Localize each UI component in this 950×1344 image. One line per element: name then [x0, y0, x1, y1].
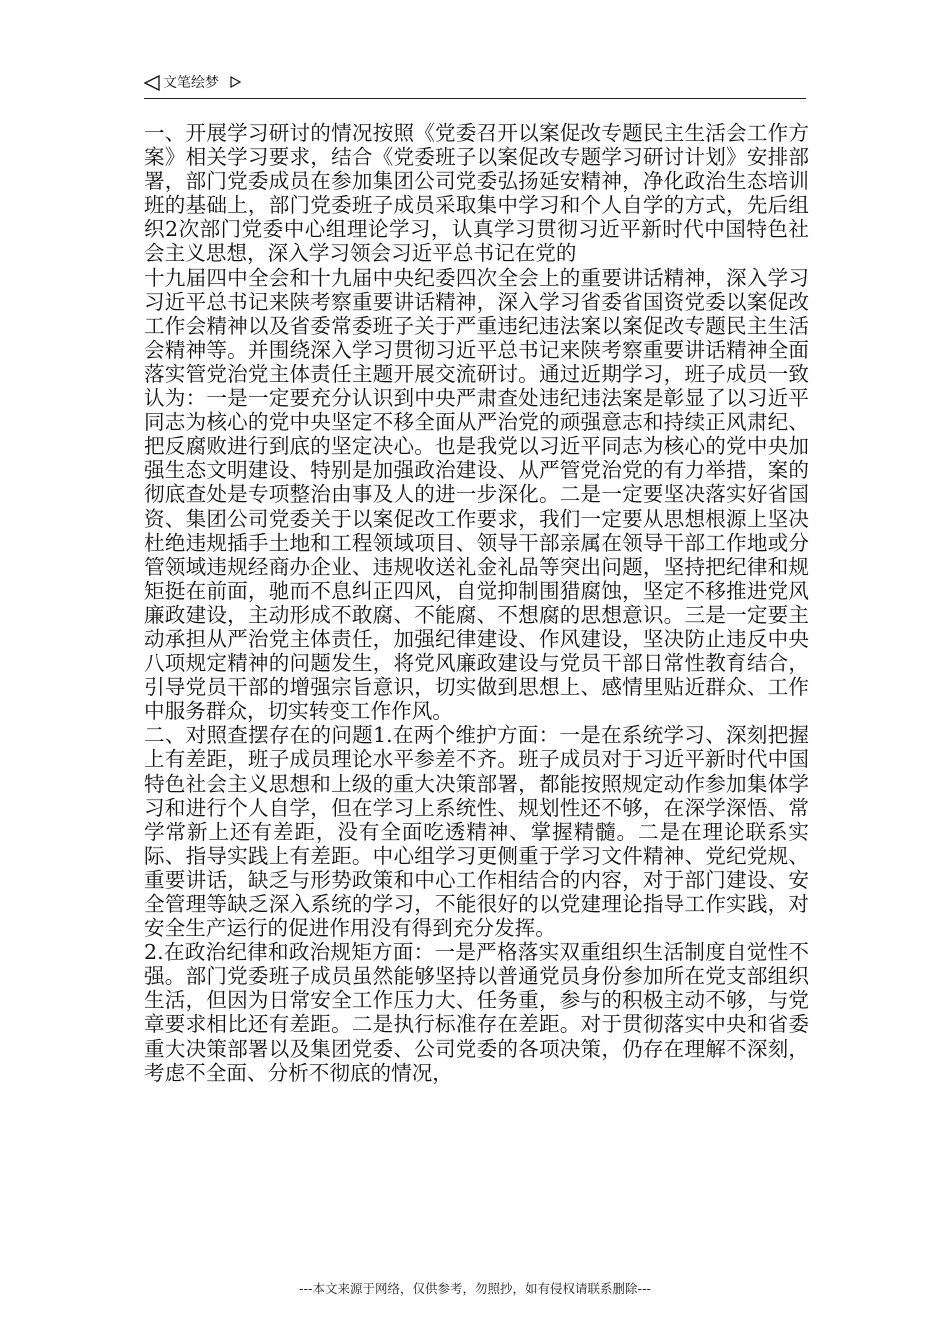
triangle-right-icon [230, 76, 241, 88]
triangle-left-icon [144, 75, 160, 91]
paragraph-problems-political-discipline: 2.在政治纪律和政治规矩方面：一是严格落实双重组织生活制度自觉性不强。部门党委班子成员虽然能够坚持以普通党员身份参加所在党支部组织生活，但因为日常安全工作压力大、任务重，参与的积极主动不够，与党章要求相比还有差距。二是执行标准存在差距。对于贯彻落实中央和省委重大决策部署以及集团党委、公司党委的各项决策，仍存在理解不深刻，考虑不全面、分析不彻底的情况， [144, 940, 809, 1085]
page-header [144, 72, 806, 99]
source-disclaimer: ---本文来源于网络，仅供参考，勿照抄，如有侵权请联系删除--- [298, 1281, 652, 1296]
paragraph-study-intro: 一、开展学习研讨的情况按照《党委召开以案促改专题民主生活会工作方案》相关学习要求，结合《党委班子以案促改专题学习研讨计划》安排部署，部门党委成员在参加集团公司党委弘扬延安精神，净化政治生态培训班的基础上，部门党委班子成员采取集中学习和个人自学的方式，先后组织2次部门党委中心组理论学习，认真学习贯彻习近平新时代中国特色社会主义思想，深入学习领会习近平总书记在党的 [144, 121, 809, 266]
document-body [144, 121, 809, 1085]
paragraph-problems-two-safeguards: 二、对照查摆存在的问题1.在两个维护方面：一是在系统学习、深刻把握上有差距，班子成员理论水平参差不齐。班子成员对于习近平新时代中国特色社会主义思想和上级的重大决策部署，都能按照规定动作参加集体学习和进行个人自学，但在学习上系统性、规划性还不够，在深学深悟、常学常新上还有差距，没有全面吃透精神、掌握精髓。二是在理论联系实际、指导实践上有差距。中心组学习更侧重于学习文件精神、党纪党规、重要讲话，缺乏与形势政策和中心工作相结合的内容，对于部门建设、安全管理等缺乏深入系统的学习，不能很好的以党建理论指导工作实践，对安全生产运行的促进作用没有得到充分发挥。 [144, 723, 809, 941]
paragraph-study-detail: 十九届四中全会和十九届中央纪委四次全会上的重要讲话精神，深入学习习近平总书记来陕考察重要讲话精神，深入学习省委省国资党委以案促改工作会精神以及省委常委班子关于严重违纪违法案以案促改专题民主生活会精神等。并围绕深入学习贯彻习近平总书记来陕考察重要讲话精神全面落实管党治党主体责任主题开展交流研讨。通过近期学习，班子成员一致认为：一是一定要充分认识到中央严肃查处违纪违法案是彰显了以习近平同志为核心的党中央坚定不移全面从严治党的顽强意志和持续正风肃纪、把反腐败进行到底的坚定决心。也是我党以习近平同志为核心的党中央加强生态文明建设、特别是加强政治建设、从严管党治党的有力举措，案的彻底查处是专项整治由事及人的进一步深化。二是一定要坚决落实好省国资、集团公司党委关于以案促改工作要求，我们一定要从思想根源上坚决杜绝违规插手土地和工程领域项目、领导干部亲属在领导干部工作地或分管领域违规经商办企业、违规收送礼金礼品等突出问题，坚持把纪律和规矩挺在前面，驰而不息纠正四风，自觉抑制围猎腐蚀，坚定不移推进党风廉政建设，主动形成不敢腐、不能腐、不想腐的思想意识。三是一定要主动承担从严治党主体责任，加强纪律建设、作风建设，坚决防止违反中央八项规定精神的问题发生，将党风廉政建设与党员干部日常性教育结合，引导党员干部的增强宗旨意识，切实做到思想上、感情里贴近群众、工作中服务群众，切实转变工作作风。 [144, 265, 809, 724]
brand-name: 文笔绘梦 [163, 75, 219, 91]
